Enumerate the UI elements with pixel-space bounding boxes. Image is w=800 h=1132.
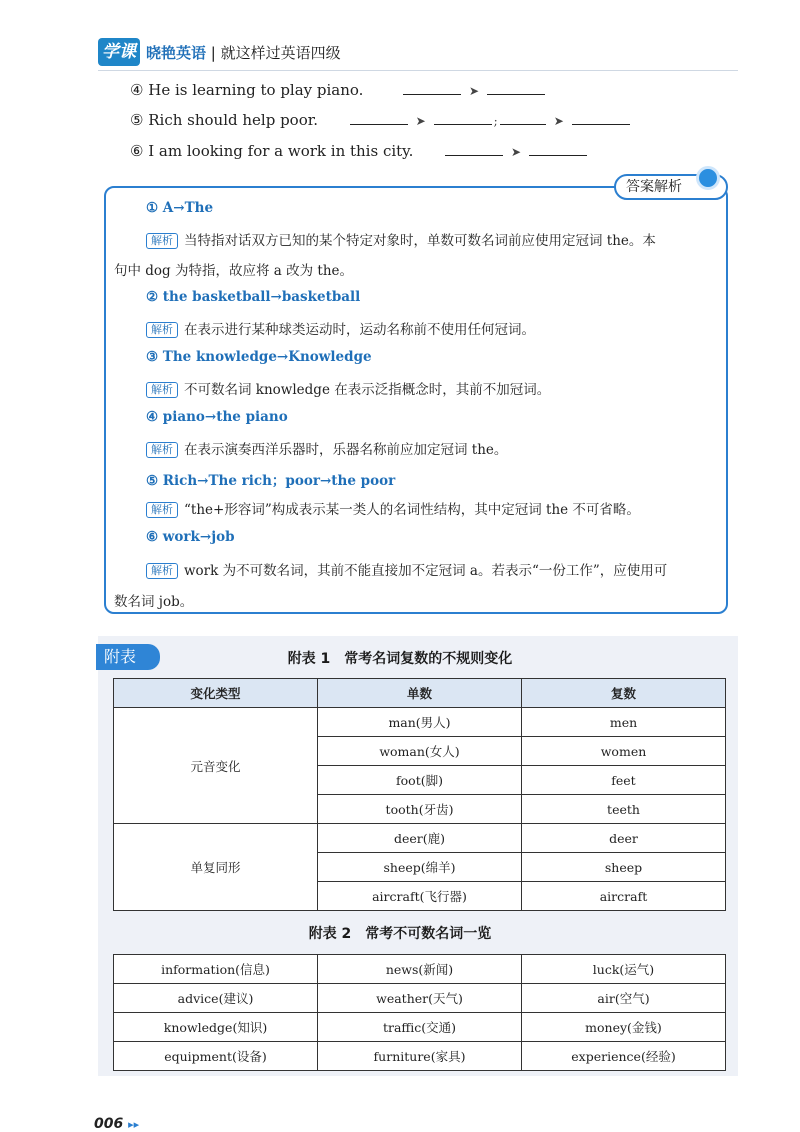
answer-blank — [529, 141, 587, 156]
plural-cell: feet — [522, 766, 726, 795]
exercise-number: ④ — [130, 81, 144, 99]
header-divider — [98, 70, 738, 71]
page-number: 006 ▸▸ — [94, 1116, 140, 1132]
answer-title: ⑥ work→job — [146, 529, 235, 545]
header-title — [146, 42, 341, 63]
answer-explanation-cont: 数名词 job。 — [114, 594, 194, 610]
uncountable-nouns-table — [113, 954, 726, 1071]
table-row — [114, 955, 726, 984]
header-subtitle: 就这样过英语四级 — [220, 44, 341, 62]
brand-name: 晓艳英语 — [146, 44, 207, 62]
answer-explanation-cont: 句中 dog 为特指，故应将 a 改为 the。 — [114, 263, 354, 279]
exercise-line-4 — [130, 80, 545, 99]
table2-title: 附表 2 常考不可数名词一览 — [308, 926, 492, 942]
answer-blank — [500, 110, 546, 125]
answer-blank — [403, 80, 461, 95]
singular-cell: sheep(绵羊) — [318, 853, 522, 882]
answer-title: ① A→The — [146, 200, 214, 216]
exercise-sentence: He is learning to play piano. — [148, 81, 364, 99]
header-separator: | — [210, 44, 216, 62]
table-row — [114, 1013, 726, 1042]
analysis-badge: 解析 — [146, 322, 178, 338]
answer-blank — [350, 110, 408, 125]
answer-analysis-box — [104, 186, 728, 614]
brand-logo: 学课 — [98, 38, 140, 66]
semicolon: ; — [493, 114, 498, 128]
irregular-plurals-table — [113, 678, 726, 911]
analysis-badge: 解析 — [146, 382, 178, 398]
table-row — [114, 984, 726, 1013]
singular-cell: deer(鹿) — [318, 824, 522, 853]
answer-explanation: 解析 在表示进行某种球类运动时，运动名称前不使用任何冠词。 — [146, 318, 535, 338]
answer-blank — [572, 110, 630, 125]
analysis-badge: 解析 — [146, 502, 178, 518]
noun-cell: weather(天气) — [318, 984, 522, 1013]
noun-cell: luck(运气) — [522, 955, 726, 984]
noun-cell: news(新闻) — [318, 955, 522, 984]
table1-title: 附表 1 常考名词复数的不规则变化 — [287, 651, 513, 667]
plural-cell: men — [522, 708, 726, 737]
arrow-icon: ➤ — [415, 114, 426, 128]
plural-cell: teeth — [522, 795, 726, 824]
singular-cell: woman(女人) — [318, 737, 522, 766]
answer-title: ④ piano→the piano — [146, 409, 288, 425]
noun-cell: furniture(家具) — [318, 1042, 522, 1071]
analysis-badge: 解析 — [146, 233, 178, 249]
exercise-sentence: I am looking for a work in this city. — [148, 142, 414, 160]
exercise-sentence: Rich should help poor. — [148, 111, 319, 129]
noun-cell: money(金钱) — [522, 1013, 726, 1042]
noun-cell: information(信息) — [114, 955, 318, 984]
noun-cell: air(空气) — [522, 984, 726, 1013]
exercise-number: ⑤ — [130, 111, 144, 129]
answer-explanation: 解析 在表示演奏西洋乐器时，乐器名称前应加定冠词 the。 — [146, 438, 507, 458]
noun-cell: equipment(设备) — [114, 1042, 318, 1071]
column-header: 单数 — [318, 679, 522, 708]
noun-cell: traffic(交通) — [318, 1013, 522, 1042]
table-row — [114, 824, 726, 853]
arrow-icon: ➤ — [553, 114, 564, 128]
plural-cell: sheep — [522, 853, 726, 882]
appendix-tag: 附表 — [96, 644, 160, 670]
change-type-cell: 元音变化 — [114, 708, 318, 824]
plural-cell: women — [522, 737, 726, 766]
arrow-icon: ➤ — [511, 145, 522, 159]
exercise-line-5 — [130, 110, 630, 129]
singular-cell: aircraft(飞行器) — [318, 882, 522, 911]
table-header-row — [114, 679, 726, 708]
change-type-cell: 单复同形 — [114, 824, 318, 911]
singular-cell: man(男人) — [318, 708, 522, 737]
answer-explanation: 解析 当特指对话双方已知的某个特定对象时，单数可数名词前应使用定冠词 the。本 — [146, 229, 656, 249]
singular-cell: tooth(牙齿) — [318, 795, 522, 824]
tab-decoration-icon — [696, 166, 720, 190]
answer-analysis-tab: 答案解析 — [614, 174, 728, 200]
exercise-number: ⑥ — [130, 142, 144, 160]
analysis-badge: 解析 — [146, 442, 178, 458]
plural-cell: aircraft — [522, 882, 726, 911]
exercise-line-6 — [130, 141, 587, 160]
noun-cell: advice(建议) — [114, 984, 318, 1013]
answer-title: ② the basketball→basketball — [146, 289, 361, 305]
answer-blank — [434, 110, 492, 125]
answer-explanation: 解析 work 为不可数名词，其前不能直接加不定冠词 a。若表示“一份工作”，应使用可 — [146, 559, 667, 579]
double-chevron-icon: ▸▸ — [128, 1118, 140, 1131]
column-header: 变化类型 — [114, 679, 318, 708]
answer-blank — [487, 80, 545, 95]
answer-explanation: 解析 不可数名词 knowledge 在表示泛指概念时，其前不加冠词。 — [146, 378, 550, 398]
answer-blank — [445, 141, 503, 156]
noun-cell: knowledge(知识) — [114, 1013, 318, 1042]
noun-cell: experience(经验) — [522, 1042, 726, 1071]
answer-title: ③ The knowledge→Knowledge — [146, 349, 372, 365]
arrow-icon: ➤ — [469, 84, 480, 98]
singular-cell: foot(脚) — [318, 766, 522, 795]
table-row — [114, 708, 726, 737]
answer-title: ⑤ Rich→The rich；poor→the poor — [146, 473, 396, 489]
answer-explanation: 解析 “the+形容词”构成表示某一类人的名词性结构，其中定冠词 the 不可省略。 — [146, 498, 640, 518]
plural-cell: deer — [522, 824, 726, 853]
table-row — [114, 1042, 726, 1071]
analysis-badge: 解析 — [146, 563, 178, 579]
column-header: 复数 — [522, 679, 726, 708]
